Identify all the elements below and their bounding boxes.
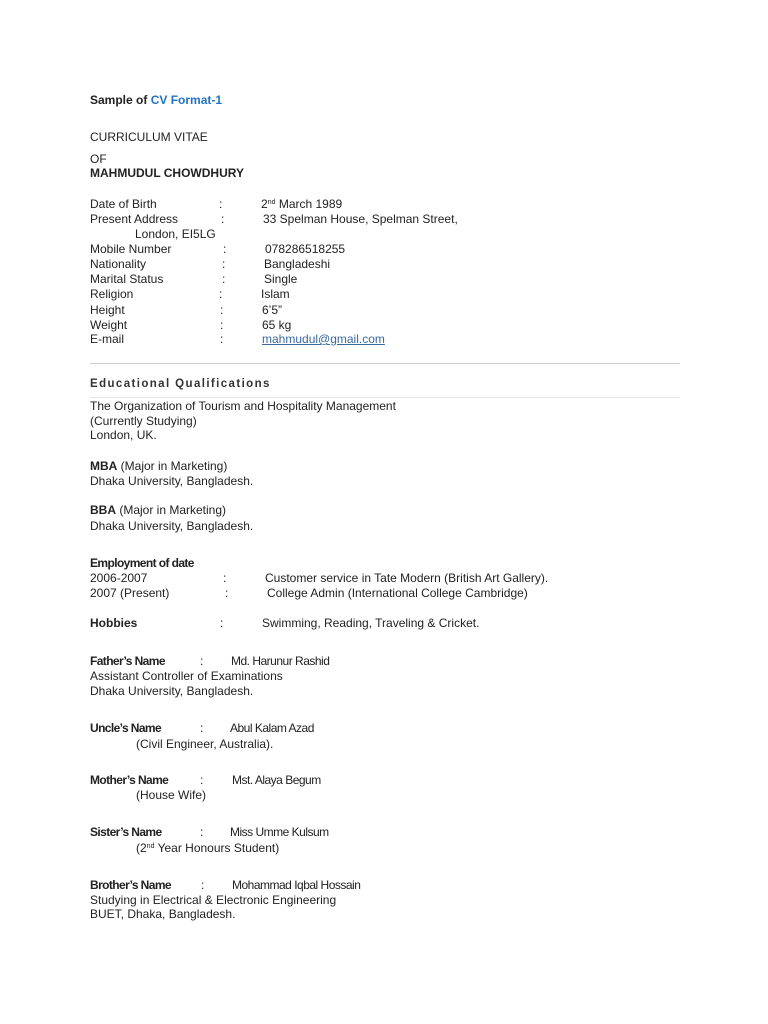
employment-role: Customer service in Tate Modern (British Art Gallery). <box>265 571 549 585</box>
employment-heading: Employment of date <box>90 556 194 570</box>
cv-format-link[interactable]: CV Format-1 <box>150 93 223 107</box>
nationality-value: Bangladeshi <box>264 257 331 271</box>
marital-label: Marital Status <box>90 272 164 286</box>
marital-value: Single <box>264 272 298 286</box>
hobbies-label: Hobbies <box>90 616 138 630</box>
colon: : <box>200 654 204 668</box>
employment-period: 2007 (Present) <box>90 586 170 600</box>
address-line2: London, EI5LG <box>135 227 216 241</box>
brother-value: Mohammad Iqbal Hossain <box>232 878 361 892</box>
colon: : <box>219 197 223 211</box>
brother-label: Brother’s Name <box>90 878 171 892</box>
bba-line: BBA (Major in Marketing) <box>90 503 227 517</box>
email-link[interactable]: mahmudul@gmail.com <box>262 332 385 346</box>
weight-label: Weight <box>90 318 128 332</box>
mobile-label: Mobile Number <box>90 242 172 256</box>
colon: : <box>200 721 204 735</box>
cv-title: CURRICULUM VITAE <box>90 130 208 144</box>
mba-line: MBA (Major in Marketing) <box>90 459 228 473</box>
mobile-value: 078286518255 <box>265 242 346 256</box>
religion-label: Religion <box>90 287 134 301</box>
sample-prefix: Sample of <box>90 93 148 107</box>
edu-location: London, UK. <box>90 428 157 442</box>
uncle-value: Abul Kalam Azad <box>230 721 314 735</box>
dob-label: Date of Birth <box>90 197 157 211</box>
email-label: E-mail <box>90 332 125 346</box>
mother-value: Mst. Alaya Begum <box>232 773 321 787</box>
candidate-name: MAHMUDUL CHOWDHURY <box>90 166 244 180</box>
colon: : <box>225 586 229 600</box>
nationality-label: Nationality <box>90 257 147 271</box>
education-heading: Educational Qualifications <box>90 378 271 390</box>
hobbies-value: Swimming, Reading, Traveling & Cricket. <box>262 616 480 630</box>
colon: : <box>222 257 226 271</box>
section-divider-top <box>90 363 680 364</box>
mba-institution: Dhaka University, Bangladesh. <box>90 474 254 488</box>
colon: : <box>223 571 227 585</box>
father-institution: Dhaka University, Bangladesh. <box>90 684 254 698</box>
sister-detail: (2nd Year Honours Student) <box>136 841 280 855</box>
colon: : <box>200 773 204 787</box>
employment-period: 2006-2007 <box>90 571 148 585</box>
address-label: Present Address <box>90 212 179 226</box>
edu-org: The Organization of Tourism and Hospitality Management <box>90 399 396 413</box>
mother-label: Mother’s Name <box>90 773 169 787</box>
colon: : <box>201 878 205 892</box>
of-label: OF <box>90 152 107 166</box>
colon: : <box>222 272 226 286</box>
colon: : <box>221 212 225 226</box>
father-value: Md. Harunur Rashid <box>231 654 330 668</box>
weight-value: 65 kg <box>262 318 292 332</box>
height-value: 6’5” <box>262 303 283 317</box>
colon: : <box>200 825 204 839</box>
edu-status: (Currently Studying) <box>90 414 197 428</box>
colon: : <box>220 318 224 332</box>
brother-institution: BUET, Dhaka, Bangladesh. <box>90 907 236 921</box>
religion-value: Islam <box>261 287 290 301</box>
colon: : <box>220 332 224 346</box>
colon: : <box>223 242 227 256</box>
address-line1: 33 Spelman House, Spelman Street, <box>263 212 458 226</box>
colon: : <box>220 616 224 630</box>
employment-role: College Admin (International College Cambridge) <box>267 586 528 600</box>
sample-header <box>90 93 222 108</box>
colon: : <box>220 303 224 317</box>
sister-value: Miss Umme Kulsum <box>230 825 329 839</box>
bba-institution: Dhaka University, Bangladesh. <box>90 519 254 533</box>
colon: : <box>219 287 223 301</box>
section-divider-bottom <box>90 397 680 398</box>
mother-detail: (House Wife) <box>136 788 207 802</box>
dob-value: 2nd March 1989 <box>261 197 343 211</box>
uncle-detail: (Civil Engineer, Australia). <box>136 737 274 751</box>
sister-label: Sister’s Name <box>90 825 162 839</box>
father-label: Father’s Name <box>90 654 165 668</box>
father-position: Assistant Controller of Examinations <box>90 669 283 683</box>
height-label: Height <box>90 303 125 317</box>
brother-study: Studying in Electrical & Electronic Engineering <box>90 893 337 907</box>
uncle-label: Uncle’s Name <box>90 721 162 735</box>
